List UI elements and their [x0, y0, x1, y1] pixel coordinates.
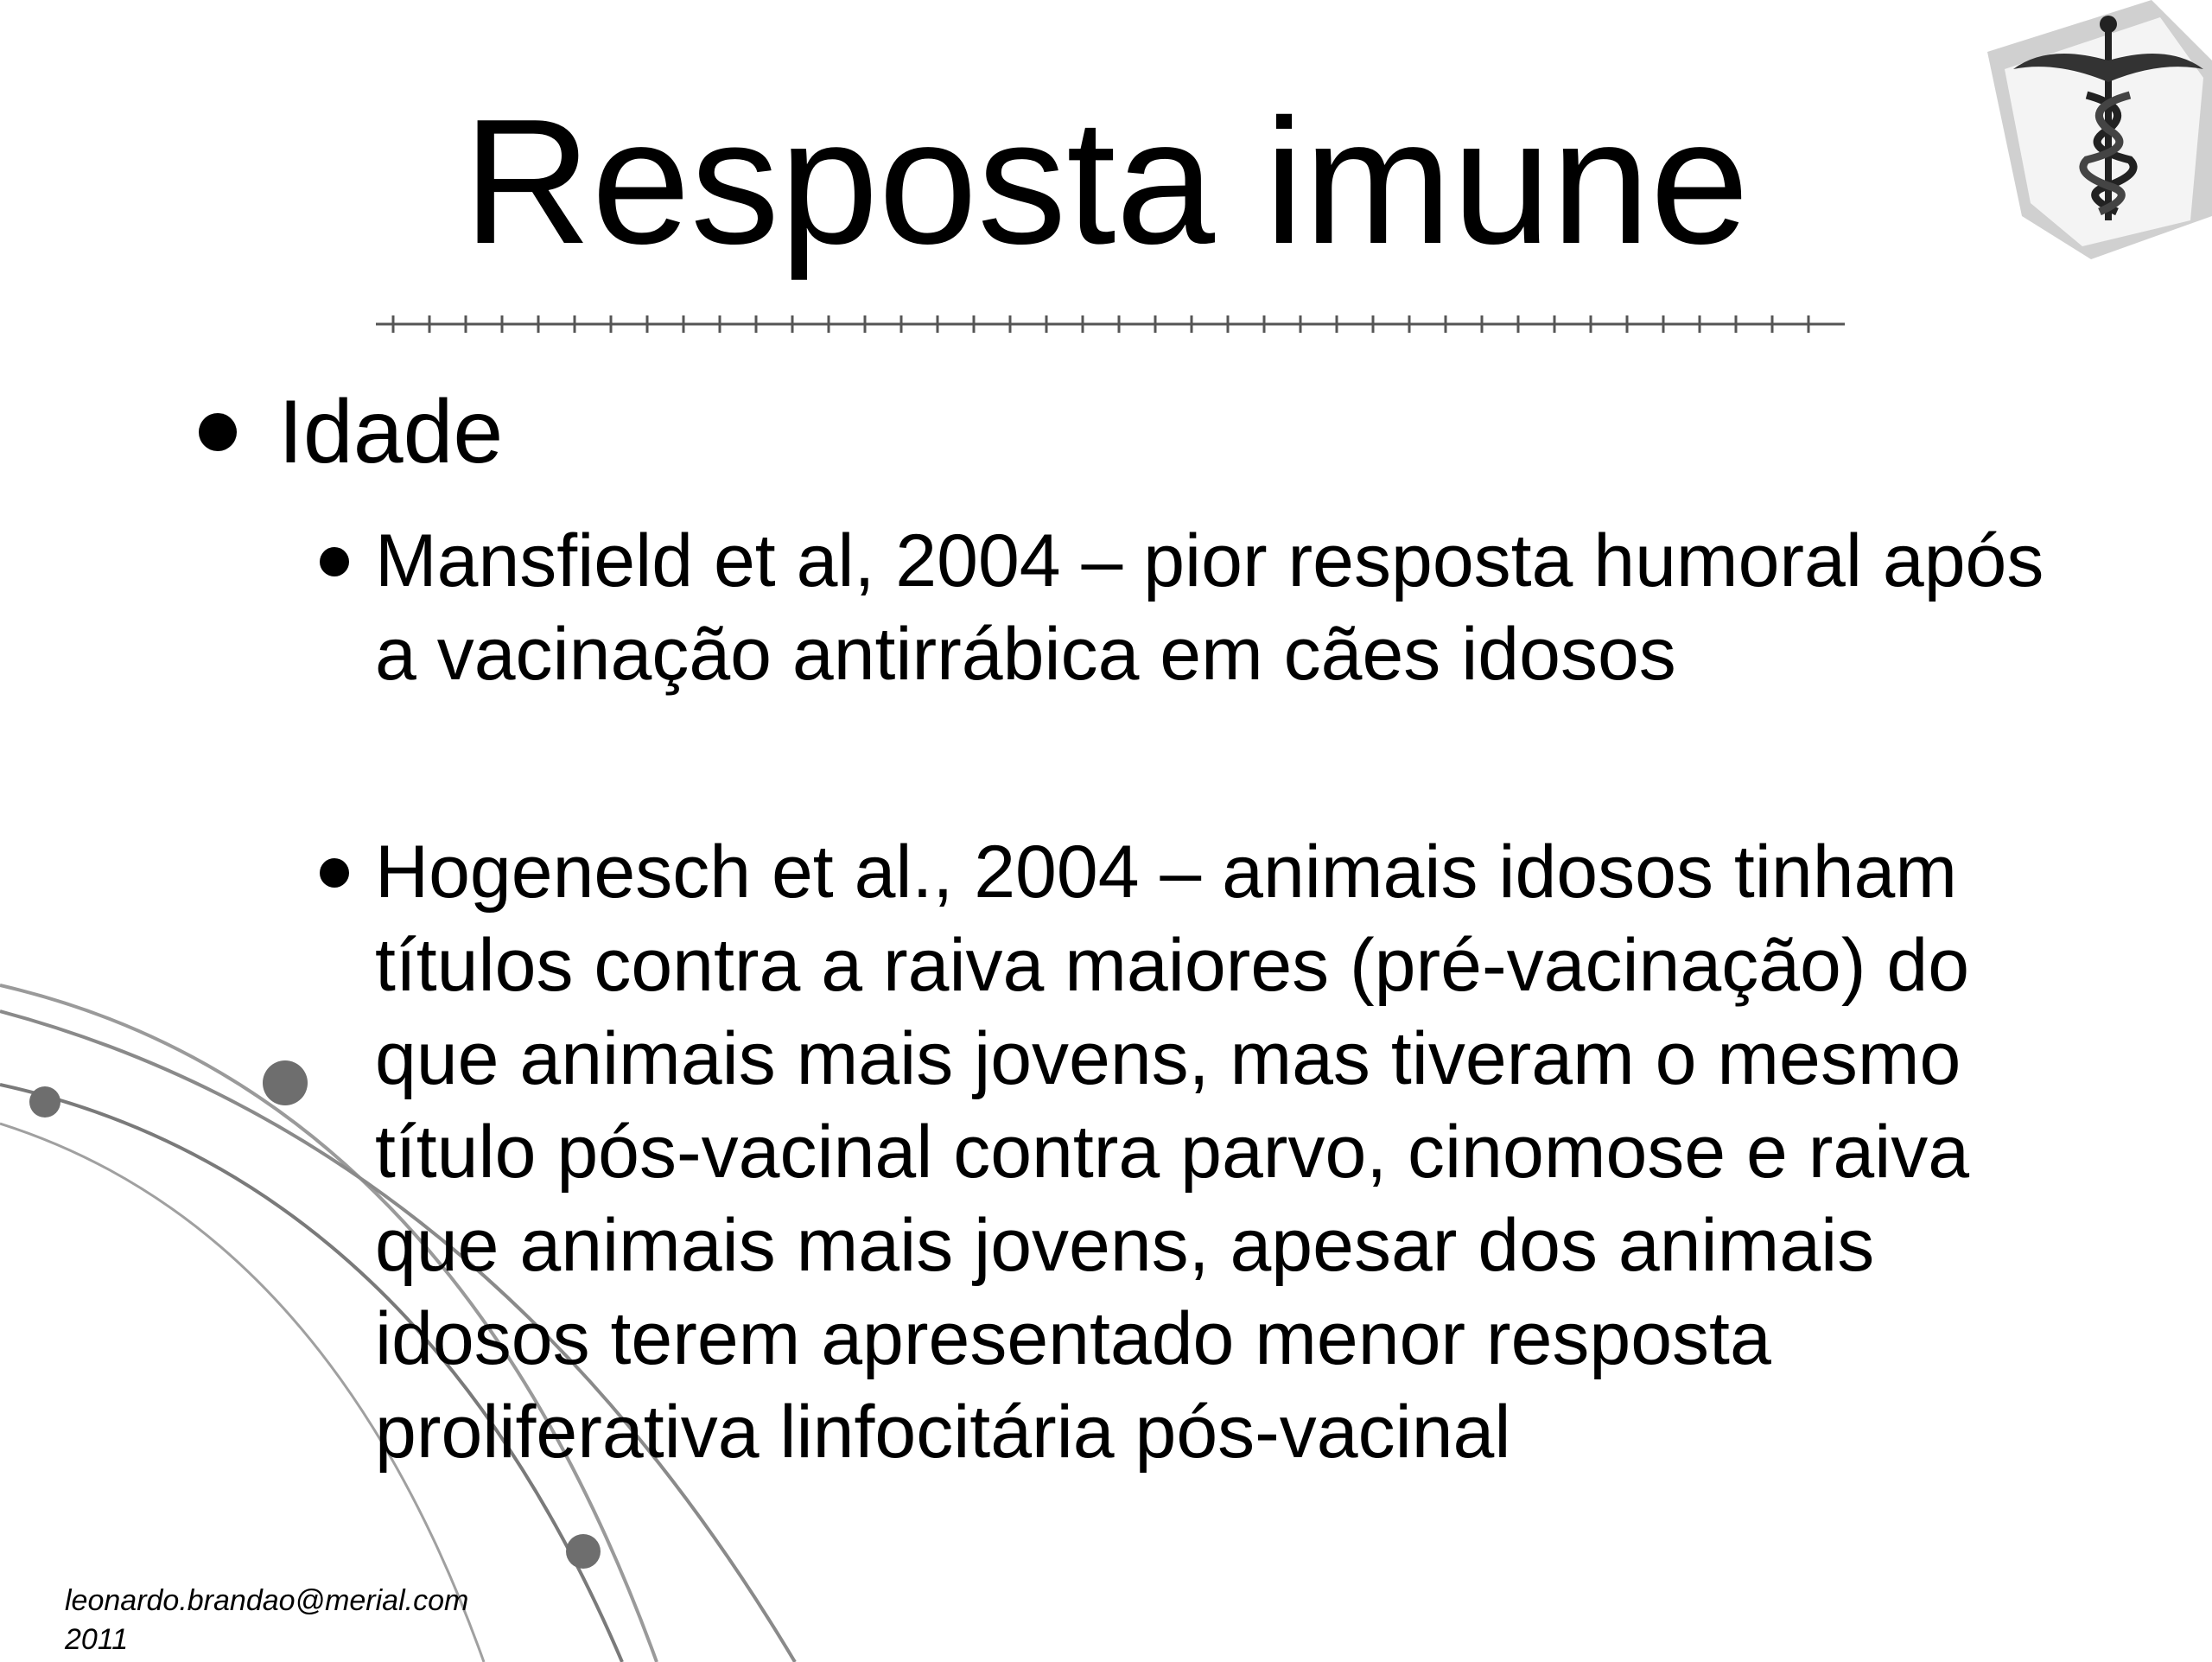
title-text: Resposta imune	[462, 82, 1750, 281]
sub-bullet-text: Hogenesch et al., 2004 – animais idosos tinham títulos contra a raiva maiores (pré-vacinação) do que animais mais jovens, mas tiveram o mesmo título pós-vacinal contra parvo, cinomose e raiva que animais mais jovens, apesar dos animais idosos terem apresentado menor resposta proliferativa linfocitária pós-vacinal	[375, 831, 1970, 1474]
sub-bullet-text: Mansfield et al, 2004 – pior resposta humoral após a vacinação antirrábica em cães idosos	[375, 519, 2044, 696]
footer-email: leonardo.brandao@merial.com	[65, 1584, 469, 1617]
slide-title	[0, 82, 2212, 281]
sub-bullet-dot	[320, 858, 349, 888]
bullet-dot	[199, 413, 237, 451]
footer-year: 2011	[65, 1623, 129, 1656]
arc-dot-1	[263, 1060, 308, 1105]
bullet-text: Idade	[278, 382, 504, 482]
sub-bullet-dot	[320, 547, 349, 576]
arc-dot-3	[566, 1534, 601, 1569]
arc-dot-2	[29, 1086, 60, 1118]
bullet-idade	[199, 380, 503, 484]
ruler-divider	[376, 311, 1845, 337]
